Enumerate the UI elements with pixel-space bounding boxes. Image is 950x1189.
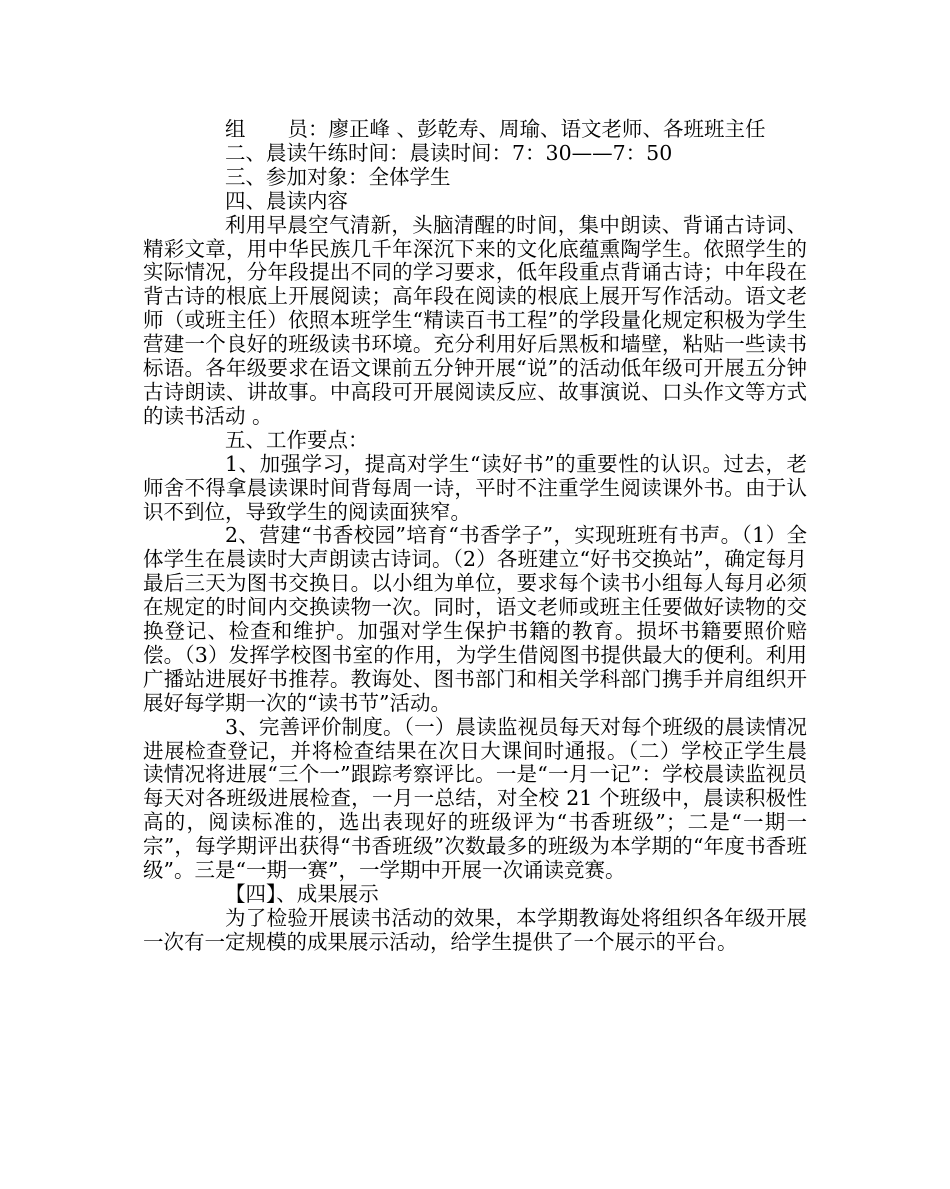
results-body-paragraph: 为了检验开展读书活动的效果，本学期教诲处将组织各年级开展一次有一定规模的成果展示活动，给学生提供了一个展示的平台。 bbox=[143, 905, 807, 954]
points-heading: 五、工作要点： bbox=[225, 427, 369, 452]
audience-paragraph: 三、参加对象：全体学生 bbox=[225, 164, 451, 189]
point-2-paragraph: 2、营建“书香校园”培育“书香学子”，实现班班有书声。（1）全体学生在晨读时大声朗读古诗词。（2）各班建立“好书交换站”，确定每月最后三天为图书交换日。以小组为单位，要求每个读书小组每人每月必须在规定的时间内交换读物一次。同时，语文老师或班主任要做好读物的交换登记、检查和维护。加强对学生保护书籍的教育。损坏书籍要照价赔偿。（3）发挥学校图书室的作用，为学生借阅图书提供最大的便利。利用广播站进展好书推荐。教诲处、图书部门和相关学科部门携手并肩组织开展好每学期一次的“读书节”活动。 bbox=[143, 523, 807, 715]
document-page bbox=[143, 118, 807, 955]
time-paragraph: 二、晨读午练时间：晨读时间：7：30——7：50 bbox=[225, 140, 673, 165]
content-heading: 四、晨读内容 bbox=[225, 188, 348, 213]
results-heading: 【四】、成果展示 bbox=[225, 882, 379, 906]
members-label-a: 组 bbox=[225, 117, 246, 141]
members-paragraph bbox=[143, 118, 807, 142]
content-body-paragraph: 利用早晨空气清新，头脑清醒的时间，集中朗读、背诵古诗词、精彩文章，用中华民族几千年深沉下来的文化底蕴熏陶学生。依照学生的实际情况，分年段提出不同的学习要求，低年段重点背诵古诗；中年段在背古诗的根底上开展阅读；高年段在阅读的根底上展开写作活动。语文老师（或班主任）依照本班学生“精读百书工程”的学段量化规定积极为学生营建一个良好的班级读书环境。充分利用好后黑板和墙壁，粘贴一些读书标语。各年级要求在语文课前五分钟开展“说”的活动低年级可开展五分钟古诗朗读、讲故事。中高段可开展阅读反应、故事演说、口头作文等方式的读书活动 。 bbox=[143, 212, 807, 428]
point-1-paragraph: 1、加强学习，提高对学生“读好书”的重要性的认识。过去，老师舍不得拿晨读课时间背每周一诗，平时不注重学生阅读课外书。由于认识不到位，导致学生的阅读面狭窄。 bbox=[143, 451, 807, 524]
point-3-paragraph: 3、完善评价制度。（一）晨读监视员每天对每个班级的晨读情况进展检查登记，并将检查结果在次日大课间时通报。（二）学校正学生晨读情况将进展“三个一”跟踪考察评比。一是“一月一记”：学校晨读监视员每天对各班级进展检查，一月一总结，对全校 21 个班级中，晨读积极性高的，阅读标准的，选出表现好的班级评为“书香班级”；二是“一期一宗”，每学期评出获得“书香班级”次数最多的班级为本学期的“年度书香班级”。三是“一期一赛”，一学期中开展一次诵读竞赛。 bbox=[143, 714, 807, 883]
members-label-b: 员：廖正峰 、彭乾寿、周瑜、语文老师、各班班主任 bbox=[287, 117, 766, 141]
